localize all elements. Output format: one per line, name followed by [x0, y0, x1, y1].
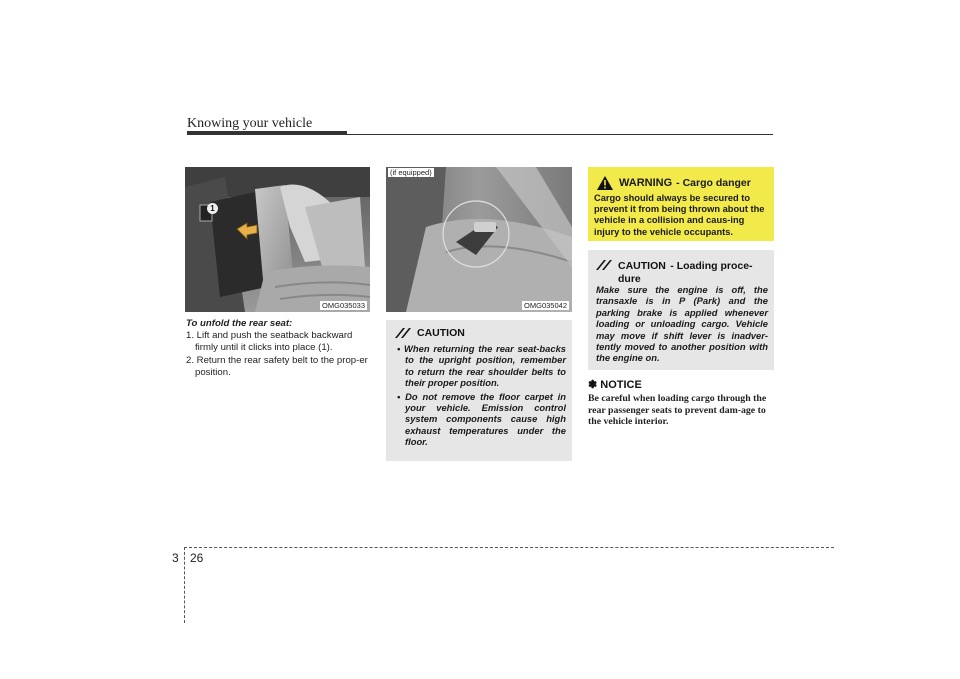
caution-item: [394, 343, 566, 389]
warning-text: Cargo should always be secured to prevent it from being thrown about the vehicle in a collision and caus-ing injury to the vehicle occupants.: [594, 193, 765, 237]
warning-subtitle: - Cargo danger: [676, 177, 751, 189]
photo-code: (if equipped): [390, 168, 432, 177]
unfold-instructions: [186, 318, 372, 379]
photo-code: OMG035042: [524, 301, 567, 310]
warning-header: [597, 176, 751, 190]
caution-icon: [596, 260, 612, 270]
caution-title: CAUTION: [618, 260, 666, 272]
photo-code: OMG035033: [322, 301, 365, 310]
caution-item-text: Do not remove the floor carpet in your vehicle. Emission control system components cause high exhaust temperatures under the floor.: [405, 390, 567, 448]
instruction-steps: [186, 330, 372, 379]
notice-title: NOTICE: [600, 379, 642, 391]
rear-seat-illustration: [185, 167, 370, 312]
caution-heading: [618, 259, 768, 285]
warning-box-cargo: [588, 167, 774, 241]
page-number: 26: [190, 551, 204, 565]
bullet: •: [397, 390, 406, 402]
footer-divider: [184, 547, 185, 623]
section-title: Knowing your vehicle: [187, 116, 313, 131]
caution-body: [596, 284, 768, 364]
seat-belt-illustration: [386, 167, 572, 312]
caution-header: [395, 327, 465, 339]
instruction-step: 2. Return the rear safety belt to the prop-er position.: [186, 354, 368, 378]
instructions-heading: To unfold the rear seat:: [186, 318, 293, 329]
caution-box-loading: [588, 250, 774, 370]
footer-rule: [184, 547, 834, 548]
callout-marker: 1: [207, 203, 218, 214]
bullet: •: [397, 343, 405, 354]
notice-icon: ✽: [588, 379, 598, 391]
notice-text: Be careful when loading cargo through the rear passenger seats to prevent dam-age to the vehicle interior.: [588, 393, 767, 427]
caution-box-seatback: [386, 320, 572, 461]
caution-icon: [395, 328, 411, 338]
caution-items: [394, 343, 566, 450]
seat-belt-photo: [386, 167, 572, 312]
notice-header: [588, 378, 774, 391]
header-rule: [187, 134, 773, 135]
instruction-step: 1. Lift and push the seatback backward firmly until it clicks into place (1).: [186, 330, 353, 354]
caution-subtitle: - Loading proce-dure: [618, 260, 753, 285]
caution-text: Make sure the engine is off, the transaxle is in P (Park) and the parking brake is applied whenever loading or unloading cargo. Vehicle may move if shift lever is inadver-tently moved to another position with the engine on.: [596, 284, 768, 364]
caution-header: [596, 259, 768, 285]
chapter-number: 3: [172, 551, 179, 565]
warning-title: WARNING: [619, 177, 673, 189]
caution-item-text: When returning the rear seat-backs to the upright position, remember to return the rear shoulder belts to their proper position.: [404, 343, 566, 389]
rear-seat-photo: [185, 167, 370, 312]
caution-item: [394, 391, 566, 448]
notice-section: [588, 378, 774, 428]
warning-triangle-icon: [597, 176, 613, 190]
caution-title: CAUTION: [417, 327, 465, 339]
